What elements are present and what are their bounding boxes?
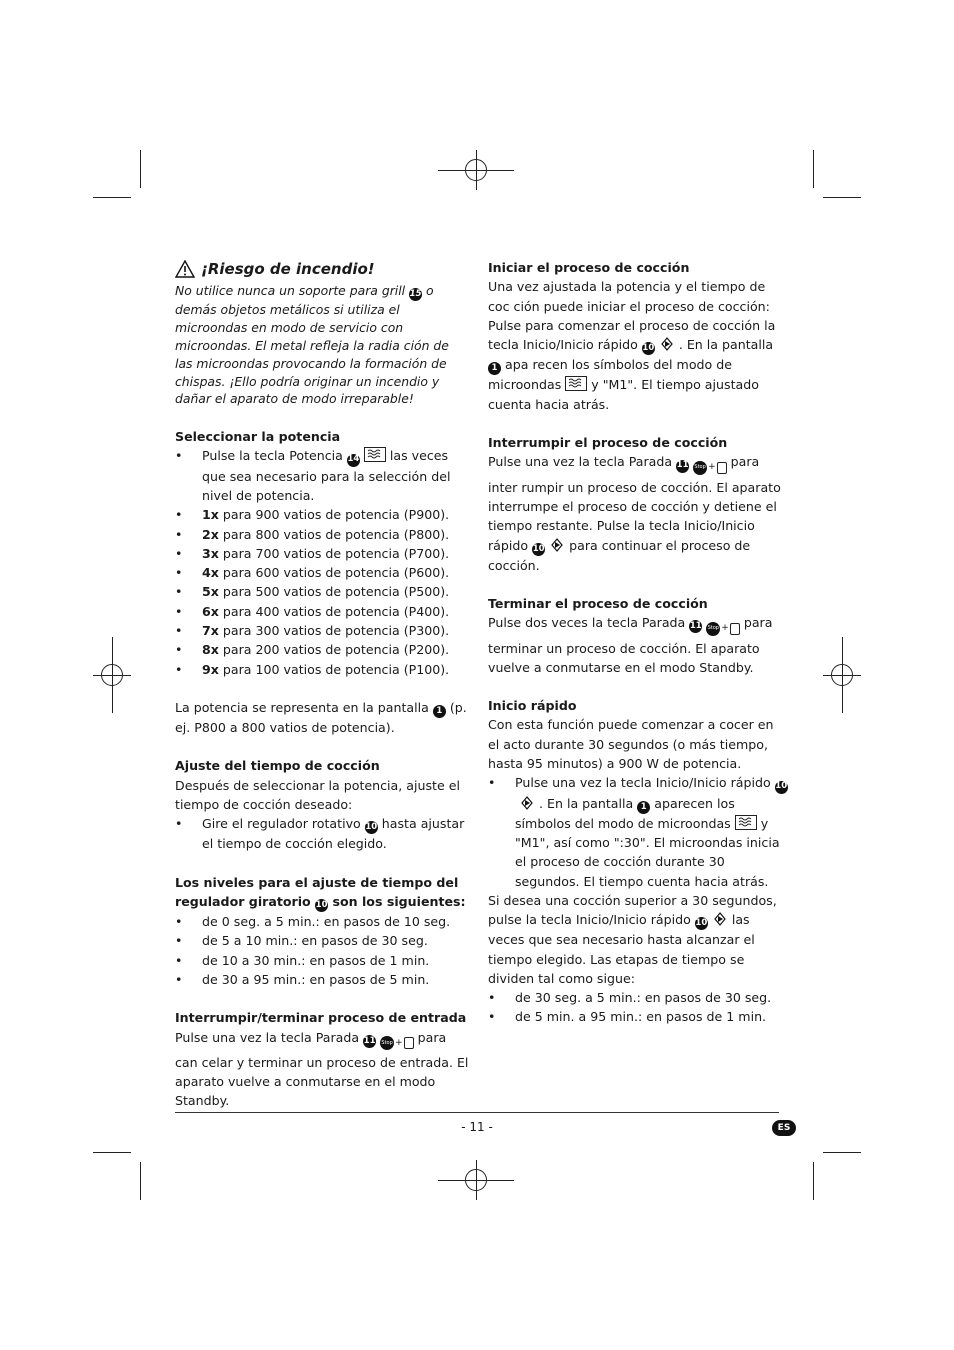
part-number-icon: 15 [409, 288, 422, 301]
registration-mark [465, 159, 487, 181]
part-number-icon: 14 [347, 454, 360, 467]
crop-mark [140, 150, 141, 188]
registration-mark [831, 664, 853, 686]
stop-key-icon: Stop + [693, 458, 727, 477]
quick-list [488, 773, 788, 890]
part-number-icon: 10 [775, 781, 788, 794]
part-number-icon: 10 [365, 821, 378, 834]
section-heading-levels: Los niveles para el ajuste de tiempo del regulador giratorio 10 son los siguientes: [175, 873, 470, 912]
levels-list [175, 912, 470, 989]
microwave-mode-icon [565, 376, 587, 391]
list-item: • de 30 a 95 min.: en pasos de 5 min. [175, 970, 470, 989]
power-display-note: La potencia se representa en la pantalla 1 (p. ej. P800 a 800 vatios de potencia). [175, 699, 467, 736]
power-list [175, 446, 470, 678]
interrupt-text: Pulse una vez la tecla Parada 11 Stop + para inter rumpir un proceso de cocción. El aparato interrumpe el proceso de cocción y detiene el tiempo restante. Pulse la tecla Inicio/Inicio rápido 10 para continuar el proceso de cocción. [488, 454, 781, 573]
part-number-icon: 11 [689, 620, 702, 633]
list-item: • 4x para 600 vatios de potencia (P600). [175, 563, 470, 582]
start-intro: Una vez ajustada la potencia y el tiempo de coc ción puede iniciar el proceso de cocción: [488, 279, 770, 314]
list-item: • de 0 seg. a 5 min.: en pasos de 10 seg. [175, 912, 470, 931]
section-heading-time: Ajuste del tiempo de cocción [175, 758, 380, 774]
part-number-icon: 10 [532, 543, 545, 556]
left-column [175, 258, 470, 1111]
crop-mark [93, 1152, 131, 1153]
start-key-icon [712, 912, 728, 926]
language-badge: ES [772, 1120, 796, 1136]
right-column [488, 258, 788, 1027]
part-number-icon: 11 [363, 1035, 376, 1048]
crop-mark [813, 150, 814, 188]
section-heading-quick: Inicio rápido [488, 698, 577, 714]
list-item: • 2x para 800 vatios de potencia (P800). [175, 525, 470, 544]
list-item: • 8x para 200 vatios de potencia (P200). [175, 640, 470, 659]
stop-key-icon: Stop + [706, 619, 740, 638]
part-number-icon: 10 [315, 899, 328, 912]
part-number-icon: 1 [433, 705, 446, 718]
registration-mark [465, 1169, 487, 1191]
section-heading-finish: Terminar el proceso de cocción [488, 595, 708, 611]
section-heading-interrupt-input: Interrumpir/terminar proceso de entrada [175, 1010, 467, 1026]
start-key-icon [659, 337, 675, 351]
list-item: • Pulse una vez la tecla Inicio/Inicio rápido 10. En la pantalla 1 aparecen los símbolos del modo de microondas y "M1", así como ":30". El microondas inicia el proceso de cocción durante 30 segundos. El tiempo cuenta hacia atrás. [488, 773, 788, 890]
section-heading-interrupt: Interrumpir el proceso de cocción [488, 435, 728, 451]
list-item: • Gire el regulador rotativo 10 hasta ajustar el tiempo de cocción elegido. [175, 814, 470, 853]
start-key-icon [549, 538, 565, 552]
page-number: - 11 - [461, 1120, 493, 1134]
quick-more: Si desea una cocción superior a 30 segundos, pulse la tecla Inicio/Inicio rápido 10 las veces que sea necesario hasta alcanzar el tiempo elegido. Las etapas de tiempo se dividen tal como sigue: [488, 892, 777, 986]
crop-mark [813, 1162, 814, 1200]
stop-key-icon: Stop + [380, 1034, 414, 1053]
crop-mark [140, 1162, 141, 1200]
list-item: • de 30 seg. a 5 min.: en pasos de 30 seg. [488, 988, 788, 1007]
list-item: • Pulse la tecla Potencia 14 las veces que sea necesario para la selección del nivel de potencia. [175, 446, 470, 505]
list-item: • 1x para 900 vatios de potencia (P900). [175, 505, 470, 524]
list-item: • 6x para 400 vatios de potencia (P400). [175, 602, 470, 621]
list-item: • 7x para 300 vatios de potencia (P300). [175, 621, 470, 640]
quick-steps-list [488, 988, 788, 1027]
warning-triangle-icon [175, 260, 195, 278]
list-item: • de 5 a 10 min.: en pasos de 30 seg. [175, 931, 470, 950]
microwave-mode-icon [364, 447, 386, 462]
time-list [175, 814, 470, 853]
registration-mark [101, 664, 123, 686]
crop-mark [823, 197, 861, 198]
list-item: • 5x para 500 vatios de potencia (P500). [175, 582, 470, 601]
part-number-icon: 1 [637, 801, 650, 814]
list-item: • 9x para 100 vatios de potencia (P100). [175, 660, 470, 679]
warning-title: ¡Riesgo de incendio! [175, 258, 470, 280]
crop-mark [93, 197, 131, 198]
interrupt-input-text: Pulse una vez la tecla Parada 11 Stop + para can celar y terminar un proceso de entrada. El aparato vuelve a conmutarse en el modo Standby. [175, 1029, 469, 1109]
section-heading-power: Seleccionar la potencia [175, 429, 341, 445]
start-text: Pulse para comenzar el proceso de cocción la tecla Inicio/Inicio rápido 10 . En la pantalla 1 apa recen los símbolos del modo de microondas y "M1". El tiempo ajustado cuenta hacia atrás. [488, 317, 776, 412]
part-number-icon: 10 [695, 917, 708, 930]
part-number-icon: 10 [642, 342, 655, 355]
start-key-icon [519, 796, 535, 810]
warning-text: No utilice nunca un soporte para grill 15 o demás objetos metálicos si utiliza el microondas en modo de servicio con microondas. El metal refleja la radia ción de las microondas provocando la formación de chispas. ¡Ello podría originar un incendio y dañar el aparato de modo irreparable! [175, 283, 449, 407]
time-intro: Después de seleccionar la potencia, ajuste el tiempo de cocción deseado: [175, 777, 460, 812]
part-number-icon: 1 [488, 362, 501, 375]
microwave-mode-icon [735, 815, 757, 830]
list-item: • de 5 min. a 95 min.: en pasos de 1 min. [488, 1007, 788, 1026]
quick-intro: Con esta función puede comenzar a cocer en el acto durante 30 segundos (o más tiempo, hasta 95 minutos) a 900 W de potencia. [488, 717, 774, 772]
finish-text: Pulse dos veces la tecla Parada 11 Stop + para terminar un proceso de cocción. El aparato vuelve a conmutarse en el modo Standby. [488, 615, 773, 675]
section-heading-start: Iniciar el proceso de cocción [488, 260, 690, 275]
crop-mark [823, 1152, 861, 1153]
list-item: • 3x para 700 vatios de potencia (P700). [175, 544, 470, 563]
part-number-icon: 11 [676, 460, 689, 473]
list-item: • de 10 a 30 min.: en pasos de 1 min. [175, 951, 470, 970]
footer-divider [175, 1112, 779, 1113]
